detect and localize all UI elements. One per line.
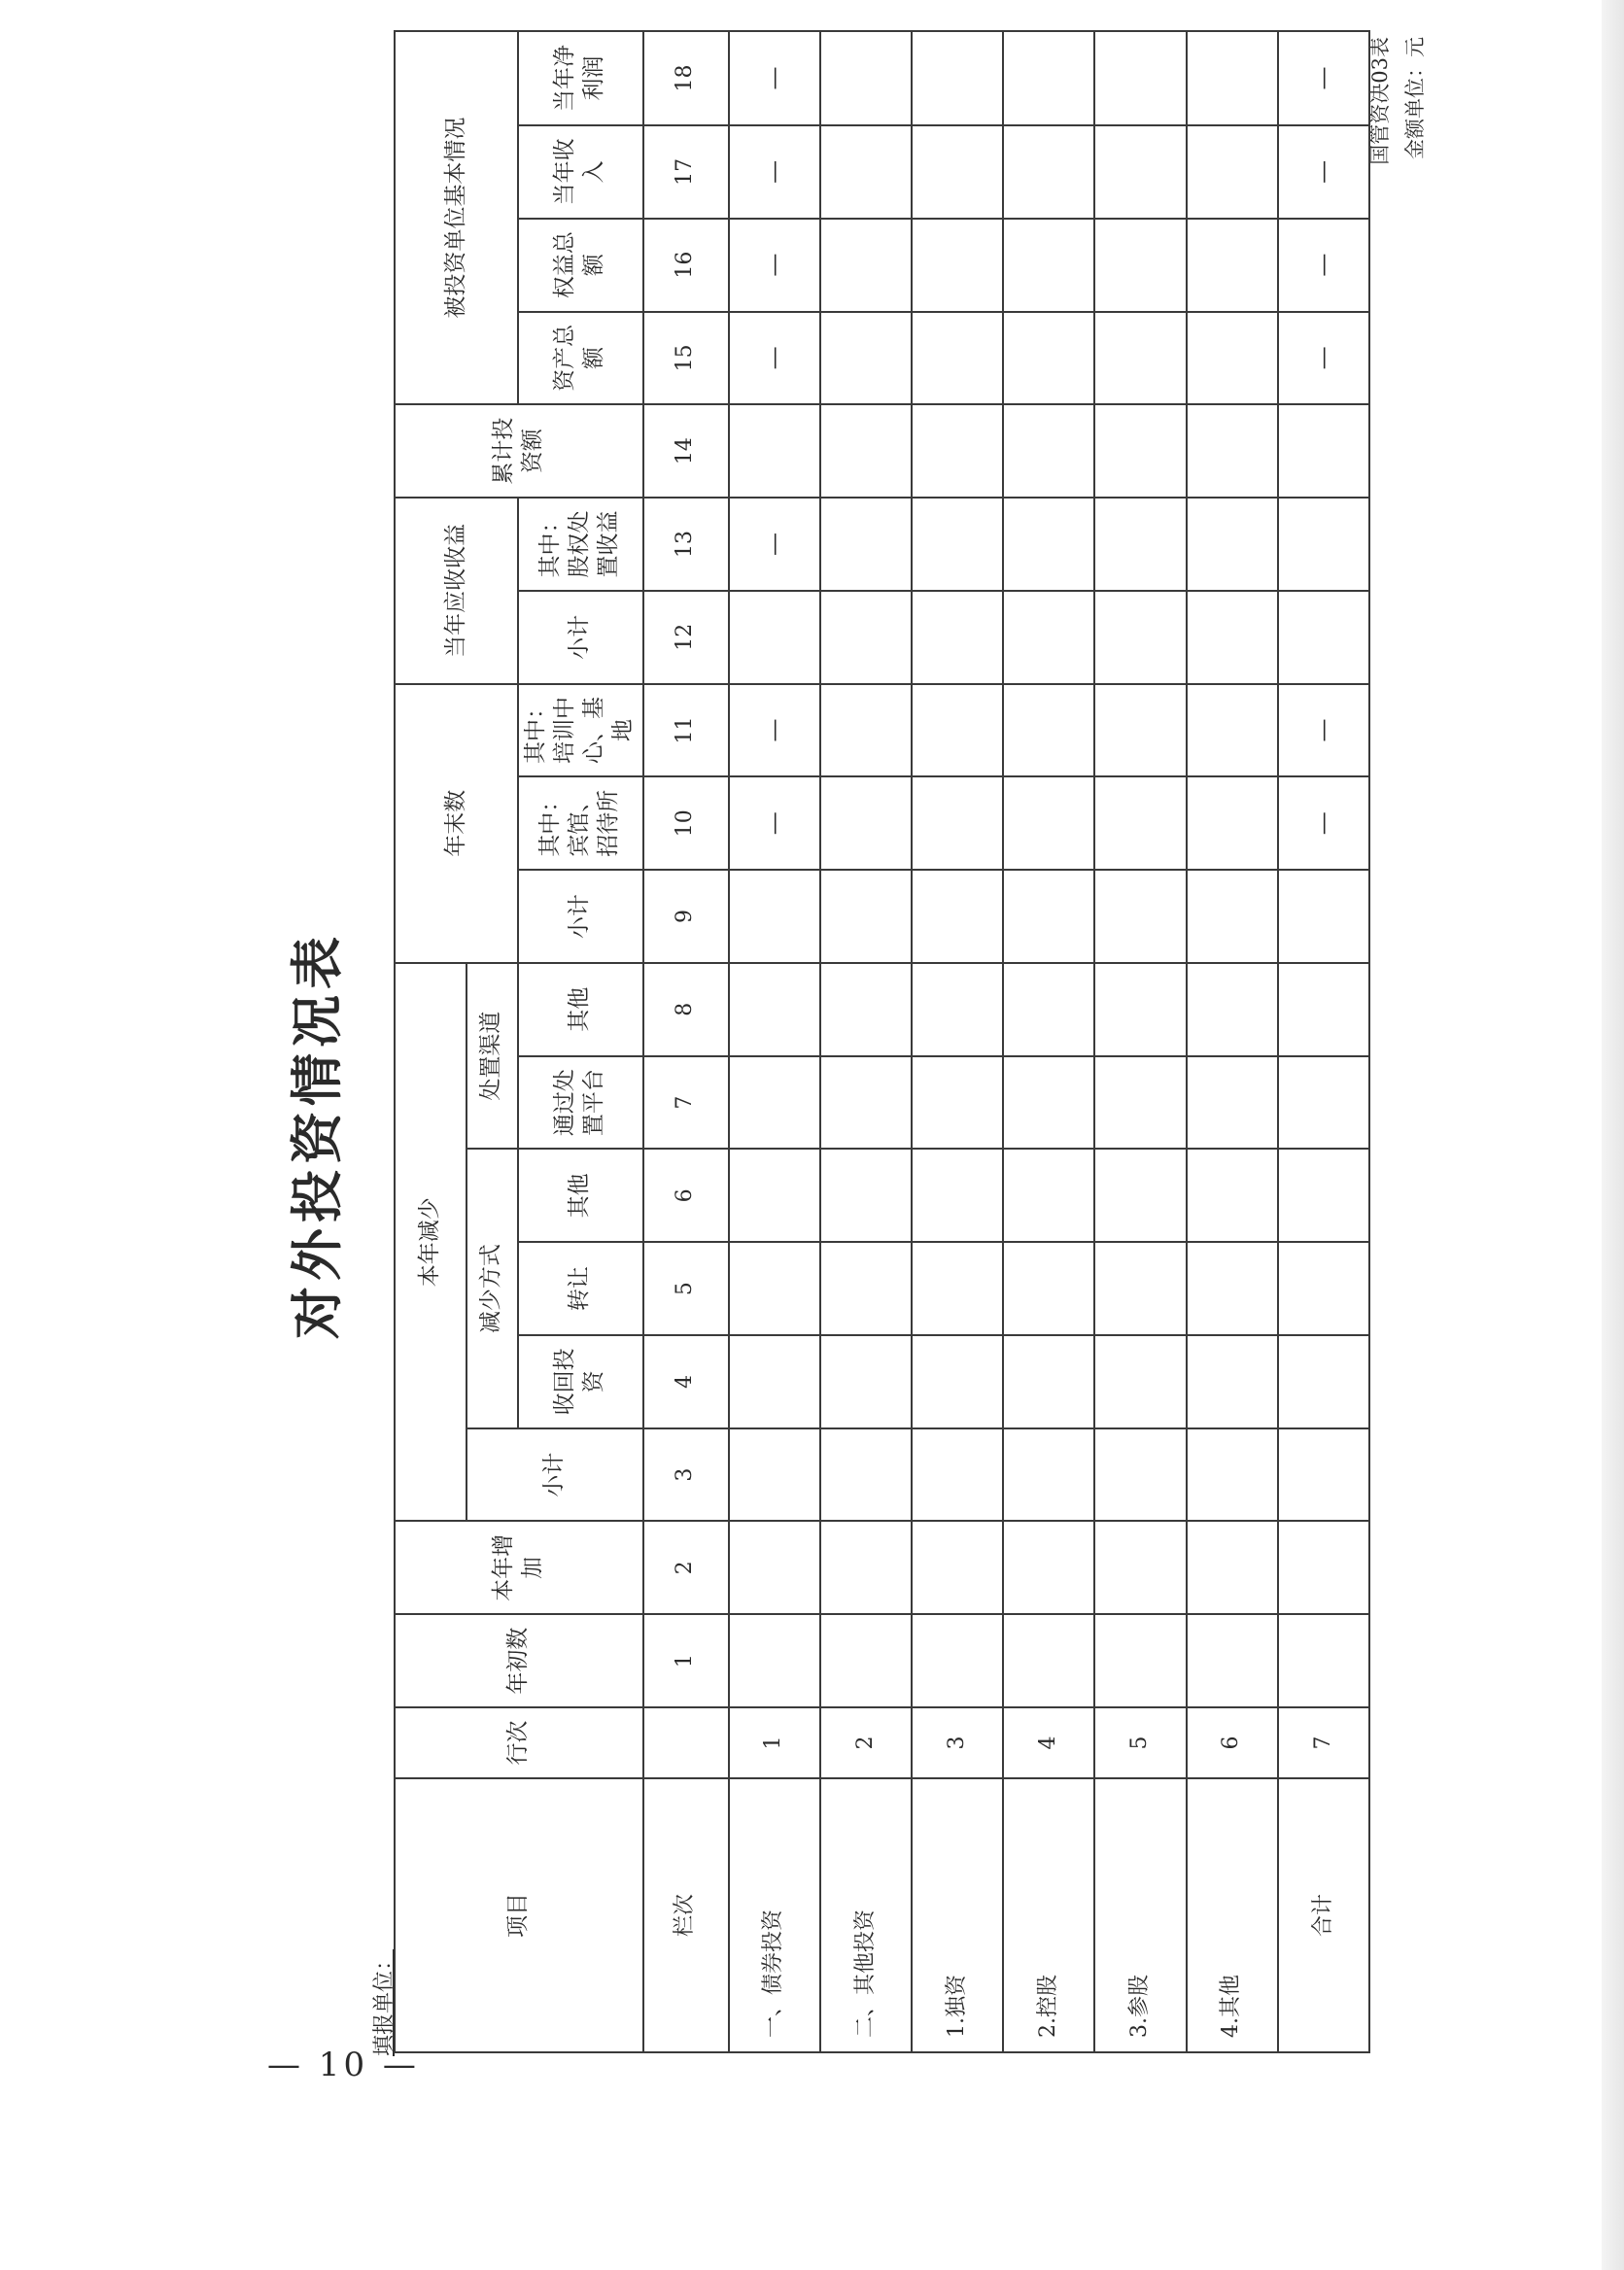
value-cell[interactable] [912,1242,1003,1335]
value-cell[interactable] [1187,219,1278,312]
value-cell[interactable] [729,1056,820,1150]
value-cell[interactable] [912,219,1003,312]
table-row [912,31,1003,2052]
value-cell[interactable] [912,1335,1003,1428]
value-cell[interactable] [820,125,912,219]
value-cell[interactable] [912,1149,1003,1242]
value-cell[interactable] [912,591,1003,684]
value-cell[interactable] [1278,1056,1369,1150]
value-cell[interactable] [820,1522,912,1615]
column-number-empty [643,1707,729,1778]
not-applicable-cell: — [1278,31,1369,125]
column-number: 8 [643,963,729,1056]
table-row [1003,31,1094,2052]
value-cell[interactable] [729,1428,820,1522]
value-cell[interactable] [1003,591,1094,684]
row-line-number: 2 [820,1707,912,1778]
value-cell[interactable] [1094,1522,1186,1615]
header-transfer: 转让 [518,1242,643,1335]
value-cell[interactable] [1187,1614,1278,1707]
not-applicable-cell: — [729,498,820,591]
column-number: 11 [643,684,729,777]
value-cell[interactable] [729,870,820,963]
value-cell[interactable] [729,1614,820,1707]
header-recover: 收回投资 [518,1335,643,1428]
value-cell[interactable] [1003,219,1094,312]
column-number: 14 [643,404,729,498]
value-cell[interactable] [1278,404,1369,498]
value-cell[interactable] [1094,1614,1186,1707]
header-decrease: 本年减少 [395,963,466,1522]
value-cell[interactable] [1003,870,1094,963]
value-cell[interactable] [1278,591,1369,684]
not-applicable-cell: — [1278,219,1369,312]
value-cell[interactable] [1187,31,1278,125]
value-cell[interactable] [1187,963,1278,1056]
value-cell[interactable] [1187,125,1278,219]
value-cell[interactable] [1094,1428,1186,1522]
value-cell[interactable] [1003,1335,1094,1428]
value-cell[interactable] [820,684,912,777]
table-row [1187,31,1278,2052]
value-cell[interactable] [1187,1522,1278,1615]
value-cell[interactable] [820,776,912,870]
row-label: 合计 [1278,1778,1369,2052]
header-equity: 权益总额 [518,219,643,312]
column-number-label: 栏次 [643,1778,729,2052]
header-end: 年末数 [395,684,518,963]
value-cell[interactable] [912,684,1003,777]
header-line: 行次 [395,1707,643,1778]
value-cell[interactable] [912,404,1003,498]
value-cell[interactable] [1187,1242,1278,1335]
value-cell[interactable] [1094,591,1186,684]
value-cell[interactable] [1187,684,1278,777]
row-line-number: 1 [729,1707,820,1778]
value-cell[interactable] [1094,963,1186,1056]
value-cell[interactable] [1003,776,1094,870]
not-applicable-cell: — [729,31,820,125]
row-label: 一、债券投资 [729,1778,820,2052]
value-cell[interactable] [1187,591,1278,684]
row-label: 4.其他 [1187,1778,1278,2052]
not-applicable-cell: — [729,776,820,870]
column-number: 10 [643,776,729,870]
value-cell[interactable] [820,963,912,1056]
value-cell[interactable] [1003,125,1094,219]
value-cell[interactable] [729,404,820,498]
value-cell[interactable] [1187,498,1278,591]
table-row [729,31,820,2052]
not-applicable-cell: — [729,312,820,405]
value-cell[interactable] [1094,1335,1186,1428]
value-cell[interactable] [820,1056,912,1150]
value-cell[interactable] [820,1149,912,1242]
column-number: 7 [643,1056,729,1150]
value-cell[interactable] [1278,1522,1369,1615]
header-training: 其中：培训中心、基地 [518,684,643,777]
not-applicable-cell: — [1278,776,1369,870]
value-cell[interactable] [1278,963,1369,1056]
header-end-subtotal: 小计 [518,870,643,963]
header-hotel: 其中：宾馆、招待所 [518,776,643,870]
value-cell[interactable] [1094,1149,1186,1242]
value-cell[interactable] [912,1056,1003,1150]
value-cell[interactable] [1094,219,1186,312]
value-cell[interactable] [912,498,1003,591]
row-label: 二、其他投资 [820,1778,912,2052]
value-cell[interactable] [729,591,820,684]
value-cell[interactable] [1278,870,1369,963]
value-cell[interactable] [1187,1056,1278,1150]
not-applicable-cell: — [1278,312,1369,405]
value-cell[interactable] [1003,31,1094,125]
value-cell[interactable] [1003,1056,1094,1150]
row-line-number: 3 [912,1707,1003,1778]
column-number: 3 [643,1428,729,1522]
value-cell[interactable] [1094,776,1186,870]
value-cell[interactable] [820,1428,912,1522]
row-label: 2.控股 [1003,1778,1094,2052]
header-decrease-subtotal: 小计 [466,1428,643,1522]
value-cell[interactable] [912,1614,1003,1707]
value-cell[interactable] [820,1242,912,1335]
reporter-label: 填报单位： [372,1948,397,2056]
value-cell[interactable] [1003,1428,1094,1522]
header-assets: 资产总额 [518,312,643,405]
row-line-number: 6 [1187,1707,1278,1778]
value-cell[interactable] [1187,404,1278,498]
value-cell[interactable] [1003,1149,1094,1242]
value-cell[interactable] [820,219,912,312]
header-income: 当年应收收益 [395,498,518,684]
value-cell[interactable] [1003,963,1094,1056]
value-cell[interactable] [820,1335,912,1428]
unit-label: 金额单位：元 [1403,37,1427,159]
value-cell[interactable] [1094,31,1186,125]
header-begin: 年初数 [395,1614,643,1707]
value-cell[interactable] [912,870,1003,963]
header-cumulative: 累计投资额 [395,404,643,498]
value-cell[interactable] [912,1428,1003,1522]
table-row [1094,31,1186,2052]
header-revenue: 当年收入 [518,125,643,219]
not-applicable-cell: — [729,125,820,219]
column-number: 9 [643,870,729,963]
value-cell[interactable] [1003,1614,1094,1707]
value-cell[interactable] [820,31,912,125]
column-number: 17 [643,125,729,219]
not-applicable-cell: — [729,219,820,312]
value-cell[interactable] [1278,1614,1369,1707]
header-investee: 被投资单位基本情况 [395,31,518,404]
page-number: — 10 — [267,2046,420,2084]
value-cell[interactable] [1094,312,1186,405]
value-cell[interactable] [912,312,1003,405]
value-cell[interactable] [820,591,912,684]
form-code: 国管资决03表 [1368,37,1392,165]
header-channel-other: 其他 [518,963,643,1056]
investment-table [394,30,1370,2053]
value-cell[interactable] [820,1614,912,1707]
not-applicable-cell: — [729,684,820,777]
column-number: 13 [643,498,729,591]
table-row [1278,31,1369,2052]
not-applicable-cell: — [1278,684,1369,777]
header-equity-income: 其中：股权处置收益 [518,498,643,591]
value-cell[interactable] [1278,1242,1369,1335]
header-platform: 通过处置平台 [518,1056,643,1150]
row-line-number: 5 [1094,1707,1186,1778]
value-cell[interactable] [1187,870,1278,963]
header-income-subtotal: 小计 [518,591,643,684]
row-line-number: 4 [1003,1707,1094,1778]
value-cell[interactable] [1003,684,1094,777]
value-cell[interactable] [820,870,912,963]
value-cell[interactable] [1094,1242,1186,1335]
header-item: 项目 [395,1778,643,2052]
value-cell[interactable] [729,1242,820,1335]
value-cell[interactable] [729,1522,820,1615]
column-number: 6 [643,1149,729,1242]
header-profit: 当年净利润 [518,31,643,125]
value-cell[interactable] [1278,498,1369,591]
value-cell[interactable] [1187,1149,1278,1242]
value-cell[interactable] [1094,404,1186,498]
value-cell[interactable] [1094,498,1186,591]
value-cell[interactable] [1003,1522,1094,1615]
column-number: 18 [643,31,729,125]
value-cell[interactable] [1094,684,1186,777]
column-number: 2 [643,1522,729,1615]
value-cell[interactable] [1187,1428,1278,1522]
value-cell[interactable] [1187,776,1278,870]
column-number: 1 [643,1614,729,1707]
column-number: 12 [643,591,729,684]
document-title: 对外投资情况表 [286,931,348,1339]
column-number-row [643,31,729,2052]
value-cell[interactable] [1003,498,1094,591]
value-cell[interactable] [912,1522,1003,1615]
column-number: 5 [643,1242,729,1335]
value-cell[interactable] [1278,1149,1369,1242]
value-cell[interactable] [1094,870,1186,963]
header-row-1 [395,31,466,2052]
value-cell[interactable] [1278,1335,1369,1428]
value-cell[interactable] [1003,312,1094,405]
value-cell[interactable] [912,963,1003,1056]
value-cell[interactable] [912,125,1003,219]
header-method-other: 其他 [518,1149,643,1242]
value-cell[interactable] [729,963,820,1056]
row-label: 3.参股 [1094,1778,1186,2052]
row-line-number: 7 [1278,1707,1369,1778]
column-number: 15 [643,312,729,405]
row-label: 1.独资 [912,1778,1003,2052]
header-method: 减少方式 [466,1149,518,1427]
value-cell[interactable] [1094,125,1186,219]
header-increase: 本年增加 [395,1522,643,1615]
value-cell[interactable] [912,31,1003,125]
value-cell[interactable] [1187,312,1278,405]
value-cell[interactable] [1003,1242,1094,1335]
value-cell[interactable] [1278,1428,1369,1522]
value-cell[interactable] [1003,404,1094,498]
value-cell[interactable] [729,1149,820,1242]
not-applicable-cell: — [1278,125,1369,219]
value-cell[interactable] [912,776,1003,870]
value-cell[interactable] [820,404,912,498]
value-cell[interactable] [820,498,912,591]
value-cell[interactable] [820,312,912,405]
header-channel: 处置渠道 [466,963,518,1150]
column-number: 16 [643,219,729,312]
value-cell[interactable] [1187,1335,1278,1428]
table-row [820,31,912,2052]
value-cell[interactable] [1094,1056,1186,1150]
column-number: 4 [643,1335,729,1428]
value-cell[interactable] [729,1335,820,1428]
